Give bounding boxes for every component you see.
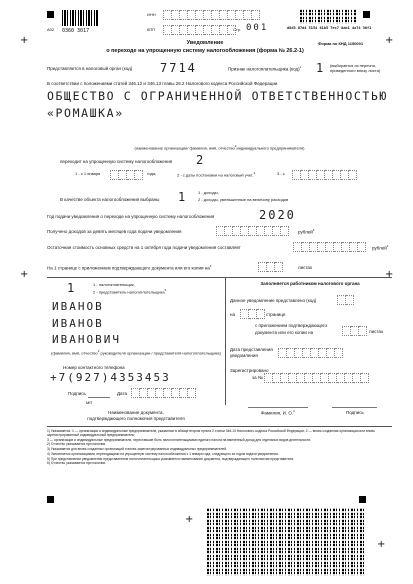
registration-cross-icon: + [385, 269, 394, 280]
year-value: 2020 [259, 208, 296, 222]
footnote: 2) Отчество указывается при наличии. [47, 442, 107, 447]
footnote: 3 — организации и индивидуальные предприниматели, переставшие быть налогоплательщиками единого налога на вмененный доход для отдельных видов деятельности. [47, 437, 312, 442]
transition-year-label: года, [147, 171, 157, 176]
fio-caption: (фамилия, имя, отчество$^2$ руководителя организации / представителя налогоплательщика) [51, 349, 221, 356]
official-name-label: Фамилия, И. О.$^2$ [261, 409, 295, 416]
footnote: 3) Указывается для вновь созданных организаций и вновь зарегистрированных индивидуальных предпринимателей. [47, 447, 227, 452]
date-cells [131, 388, 196, 398]
barcode-number: 0360 3017 [62, 28, 90, 34]
official-signature-line [332, 407, 377, 408]
kpp-label: КПП [147, 27, 156, 32]
residual-unit: рублей$^4$ [372, 244, 389, 251]
submission-date-label2: уведомления [230, 353, 258, 358]
last-name: ИВАНОВ [52, 300, 104, 313]
taxpayer-sign-value: 1 [316, 61, 326, 75]
title-line1: Уведомление [186, 40, 224, 46]
inn-label: ИНН [147, 12, 156, 17]
kpp-cells [163, 25, 236, 35]
patronymic: ИВАНОВИЧ [52, 333, 121, 346]
registration-cross-icon: + [185, 514, 194, 525]
signer-option1: 1 - налогоплательщик, [93, 282, 135, 287]
top-right-code: d8d3 87d4 5154 81b5 7ec7 8ab1 4a74 36f2 [287, 26, 372, 30]
transition-value: 2 [196, 153, 206, 167]
page-number: 001 [246, 23, 269, 33]
inn-cells [163, 10, 260, 20]
org-name-line1: ОБЩЕСТВО С ОГРАНИЧЕННОЙ ОТВЕТСТВЕННОСТЬЮ [47, 89, 388, 103]
corner-code: A02 [47, 27, 55, 32]
registration-cross-icon: + [20, 35, 29, 46]
page-word: странице [266, 312, 286, 317]
object-value: 1 [178, 190, 188, 204]
taxpayer-sign-label: Признак налогоплательщика (код)$^1$ [228, 65, 302, 72]
tax-authority-label: Представляется в налоговый орган (код) [47, 66, 133, 71]
income-label: Получено доходов за девять месяцев года подачи уведомления [47, 229, 182, 234]
doc-label-line1: Наименование документа, [108, 410, 164, 415]
form-code: Форма по КНД 1150001 [318, 41, 364, 46]
top-barcode [62, 10, 98, 26]
org-name-caption: (наименование организации/ фамилия, имя, отчество$^2$индивидуального предпринимателя) [134, 144, 305, 151]
taxpayer-sign-note: (выбирается из перечня, приведенного внизу листа) [330, 63, 381, 73]
submitted-code-label: Данное уведомление представлено (код) [230, 298, 317, 303]
official-signature-label: Подпись [346, 410, 364, 415]
submission-date-cells [278, 348, 343, 358]
corner-marker-top-left [47, 11, 54, 18]
appendix-sheets-cells [342, 326, 367, 336]
transition-year-cells [110, 170, 143, 180]
first-name: ИВАНОВ [52, 317, 104, 330]
transition-option2: 2 - с даты постановки на налоговый учет,$^3$ [177, 171, 256, 178]
transition-date-cells [292, 170, 357, 180]
transition-option1: 1 - с 1 января [75, 171, 101, 176]
registration-cross-icon: + [20, 269, 29, 280]
phone-label: Номер контактного телефона [63, 365, 125, 370]
pages-label: На 1 странице с приложением подтверждающего документа или его копии $на^4$ [47, 264, 212, 271]
footnote: 5) При представлении уведомления представителем налогоплательщика указывается наименование документа, подтверждающего полномочия представителя. [47, 456, 295, 461]
transition-option3: 3 - с [277, 171, 285, 176]
registration-cross-icon: + [377, 539, 386, 550]
income-cells [216, 226, 289, 236]
year-label: Год подачи уведомления о переходе на упрощенную систему налогообложения [47, 214, 215, 219]
residual-label: Остаточная стоимость основных средств на 1 октября года подачи уведомления составляет [47, 245, 241, 250]
transition-label: переходит на упрощенную систему налогообложения [60, 159, 173, 164]
footnote: 6) Отчество указывается при наличии. [47, 461, 107, 466]
doc-label-line2: подтверждающего полномочия представителя [87, 416, 185, 421]
page-count-cells [240, 309, 265, 319]
footer-divider [47, 426, 392, 427]
footnote: 1) Указывается: 1 — организации и индивидуальные предприниматели, указанные в абзаце втором пункта 2 статьи 346.13 Налогового кодекса Российской Федерации; 2 — вновь созданная организация или вновь зарегистрированный индивидуальный предприниматель; [47, 429, 375, 437]
registration-cross-icon: + [385, 35, 394, 46]
mp-label: МП [86, 400, 93, 405]
top-right-2d-code [300, 9, 356, 24]
section-divider [47, 277, 392, 278]
submission-date-label1: Дата представления [230, 347, 273, 352]
signer-value: 1 [67, 281, 77, 295]
pages-cells [258, 262, 283, 272]
tax-official-title: Заполняется работником налогового органа [260, 281, 360, 286]
object-option1: 1 - доходы, [198, 190, 219, 195]
sheets-label: листах [369, 329, 384, 334]
column-divider [225, 277, 226, 405]
on-label: на [230, 312, 235, 317]
signature-line [88, 397, 110, 398]
signer-option2: 2 - представитель налогоплательщика$^5$ [93, 288, 167, 295]
residual-cells [293, 242, 366, 252]
title-line2: о переходе на упрощенную систему налогообложения (форма № 26.2-1) [106, 48, 304, 54]
law-text: В соответствии с положениями статей 346.12 и 346.13 главы 26.2 Налогового кодекса Российской Федерации [47, 81, 278, 86]
org-name-line2: «РОМАШКА» [47, 106, 124, 120]
object-label: В качестве объекта налогообложения выбраны [60, 197, 160, 202]
footnotes [47, 430, 392, 466]
pages-unit: листах [298, 265, 313, 270]
page-label: Стр. [233, 27, 242, 32]
footnote: 4) Заполняется организациями, переходящими на упрощенную систему налогообложения с 1 января года, следующего за годом подачи уведомления. [47, 451, 279, 456]
corner-marker-bottom-left [47, 496, 54, 503]
registered-label1: Зарегистрировано [230, 368, 269, 373]
registration-number-cells [264, 373, 369, 383]
with-appendix-line2: документа или его копии на [255, 330, 314, 335]
corner-marker-top-right [363, 11, 370, 18]
phone-value: +7(927)4353453 [50, 371, 171, 384]
bottom-2d-barcode [207, 508, 364, 576]
submitted-code-cells [337, 295, 354, 305]
registered-label2: за № [252, 375, 263, 380]
object-option2: 2 - доходы, уменьшенные на величину расходов [198, 197, 289, 202]
with-appendix-line1: с приложением подтверждающего [255, 323, 328, 328]
signature-label: Подпись [68, 391, 86, 396]
official-name-line [248, 407, 308, 408]
tax-authority-code: 7714 [160, 61, 197, 75]
date-label: Дата [117, 391, 127, 396]
corner-marker-bottom-right [359, 496, 366, 503]
income-unit: рублей$^4$ [298, 228, 315, 235]
